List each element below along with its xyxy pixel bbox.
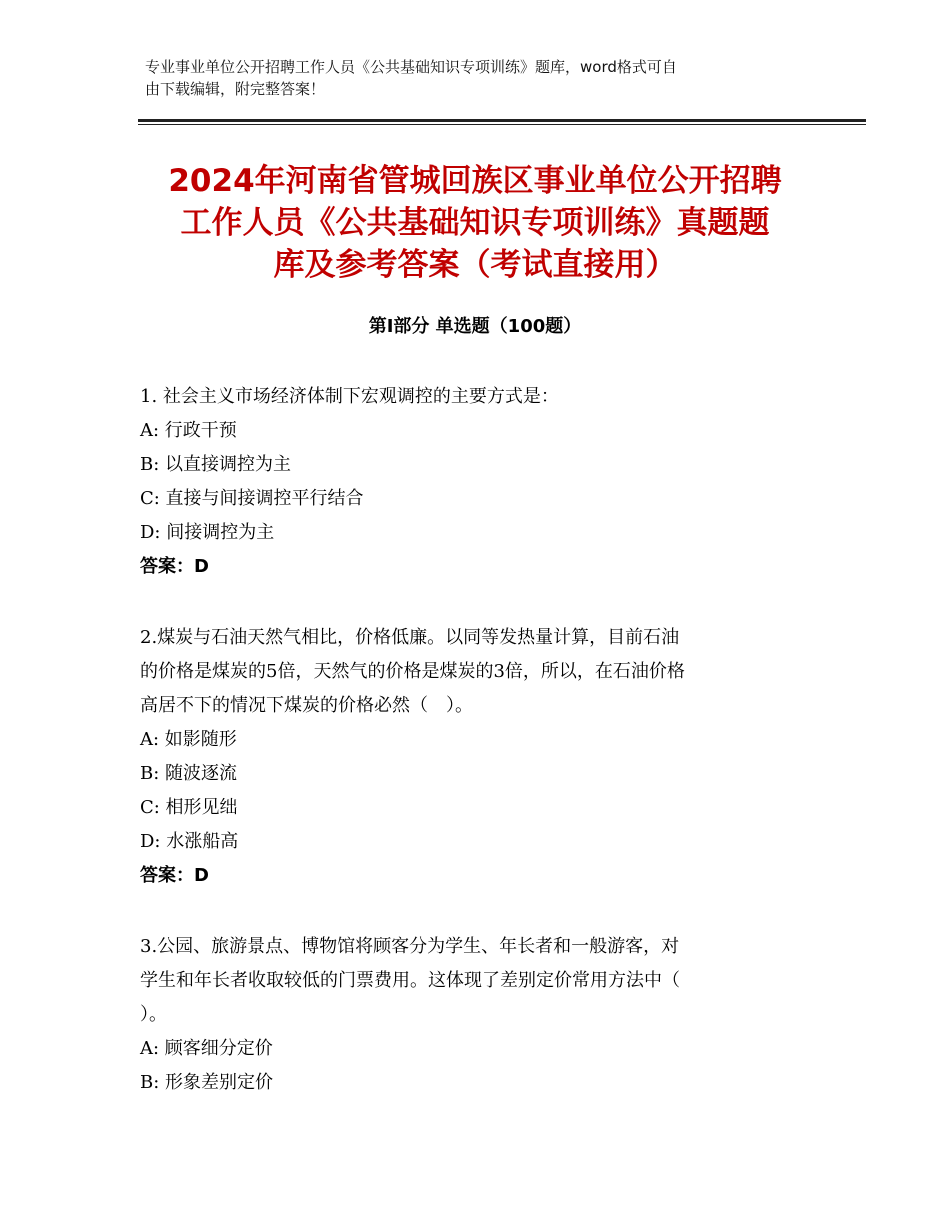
option-d: D: 间接调控为主 [140, 522, 275, 543]
option-a: A: 顾客细分定价 [140, 1038, 273, 1059]
header-line: 专业事业单位公开招聘工作人员《公共基础知识专项训练》题库，word格式可自 [145, 58, 677, 76]
question-list [140, 380, 820, 1100]
question-text: 1. 社会主义市场经济体制下宏观调控的主要方式是： [140, 386, 559, 407]
option-d: D: 水涨船高 [140, 831, 239, 852]
spacer [140, 893, 820, 930]
question-block [140, 621, 820, 893]
option-b: B: 以直接调控为主 [140, 454, 292, 475]
option-a: A: 行政干预 [140, 420, 237, 441]
question-text: 2.煤炭与石油天然气相比，价格低廉。以同等发热量计算，目前石油 [140, 627, 680, 648]
answer-text: 答案：D [140, 556, 209, 577]
document-header [145, 56, 810, 100]
question-text: 的价格是煤炭的5倍，天然气的价格是煤炭的3倍，所以，在石油价格 [140, 661, 685, 682]
section-heading: 第Ⅰ部分 单选题（100题） [368, 316, 582, 337]
answer-text: 答案：D [140, 865, 209, 886]
question-block [140, 380, 820, 584]
title-line: 2024年河南省管城回族区事业单位公开招聘 [168, 163, 782, 199]
header-divider-thin [138, 124, 866, 125]
document-title [130, 160, 820, 286]
option-c: C: 直接与间接调控平行结合 [140, 488, 364, 509]
question-text: 高居不下的情况下煤炭的价格必然（ ）。 [140, 695, 473, 716]
header-line: 由下载编辑，附完整答案！ [145, 80, 326, 98]
title-line: 库及参考答案（考试直接用） [273, 247, 677, 283]
question-text: 3.公园、旅游景点、博物馆将顾客分为学生、年长者和一般游客，对 [140, 936, 680, 957]
question-block [140, 930, 820, 1100]
option-a: A: 如影随形 [140, 729, 237, 750]
option-c: C: 相形见绌 [140, 797, 238, 818]
spacer [140, 584, 820, 621]
header-divider-thick [138, 119, 866, 122]
option-b: B: 随波逐流 [140, 763, 238, 784]
option-b: B: 形象差别定价 [140, 1072, 274, 1093]
question-text: ）。 [140, 1004, 167, 1025]
question-text: 学生和年长者收取较低的门票费用。这体现了差别定价常用方法中（ [140, 970, 680, 991]
title-line: 工作人员《公共基础知识专项训练》真题题 [180, 205, 770, 241]
